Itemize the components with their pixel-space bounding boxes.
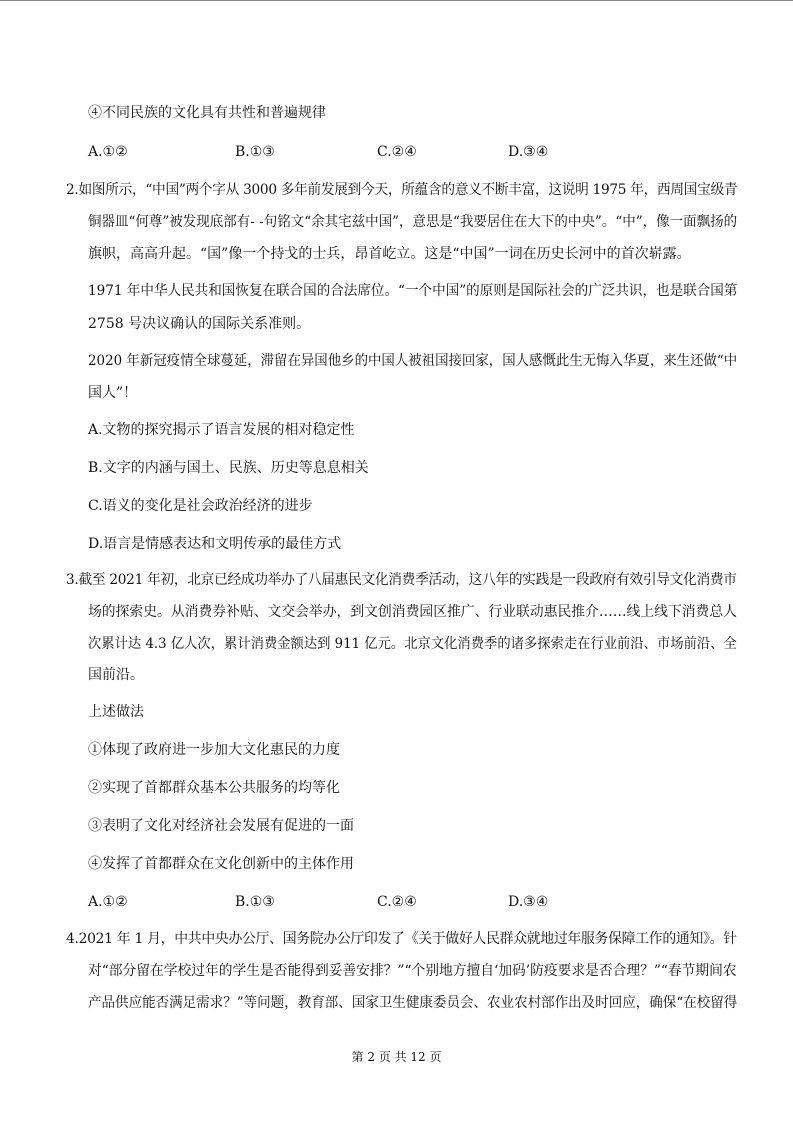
q3-statement-3: ③表明了文化对经济社会发展有促进的一面: [88, 818, 354, 834]
q2-line-5: 2758 号决议确认的国际关系准则。: [88, 316, 311, 332]
q1-option-a: A.①②: [88, 144, 128, 160]
q3-statement-4: ④发挥了首都群众在文化创新中的主体作用: [88, 856, 354, 872]
q4-line-2: 对“部分留在学校过年的学生是否能得到妥善安排？”“个别地方擅自‘加码’防疫要求是否合理？”“春节期间农: [88, 963, 737, 979]
q1-statement-4: ④不同民族的文化具有共性和普遍规律: [88, 105, 326, 121]
q2-line-1: 2.如图所示，“中国”两个字从 3000 多年前发展到今天，所蕴含的意义不断丰富，这说明 1975 年，西周国宝级青: [66, 182, 738, 198]
q1-options: [88, 141, 728, 163]
q4-line-3: 产品供应能否满足需求？”等问题，教育部、国家卫生健康委员会、农业农村部作出及时回应，确保“在校留得: [88, 995, 738, 1011]
q1-option-b: B.①③: [235, 144, 275, 160]
q2-line-6: 2020 年新冠疫情全球蔓延，滞留在异国他乡的中国人被祖国接回家，国人感慨此生无悔入华夏，来生还做“中: [88, 353, 738, 369]
q2-option-c: C.语义的变化是社会政治经济的进步: [88, 498, 313, 514]
q3-option-b: B.①③: [235, 894, 275, 910]
q2-option-d: D.语言是情感表达和文明传承的最佳方式: [88, 536, 342, 552]
q2-line-2: 铜器皿“何尊”被发现底部有- -句铭文“余其宅兹中国”，意思是“我要居住在大下的中央”。“中”，像一面飘扬的: [88, 214, 738, 230]
q2-line-7: 国人”！: [88, 385, 138, 401]
q2-line-3: 旗帜，高高升起。“国”像一个持戈的士兵，昂首屹立。这是“中国”一词在历史长河中的首次崭露。: [88, 246, 691, 262]
q3-option-d: D.③④: [508, 894, 549, 910]
q3-line-4: 国前沿。: [88, 667, 144, 683]
q3-options: [88, 891, 728, 913]
q3-option-c: C.②④: [377, 894, 417, 910]
q3-line-1: 3.截至 2021 年初，北京已经成功举办了八届惠民文化消费季活动，这八年的实践是一段政府有效引导文化消费市: [66, 572, 737, 588]
q3-statement-1: ①体现了政府进一步加大文化惠民的力度: [88, 742, 340, 758]
q3-line-3: 次累计达 4.3 亿人次，累计消费金额达到 911 亿元。北京文化消费季的诸多探索走在行业前沿、市场前沿、全: [88, 636, 737, 652]
q3-option-a: A.①②: [88, 894, 128, 910]
q2-option-b: B.文字的内涵与国土、民族、历史等息息相关: [88, 460, 369, 476]
q2-line-4: 1971 年中华人民共和国恢复在联合国的合法席位。“一个中国”的原则是国际社会的广泛共识，也是联合国第: [88, 283, 738, 299]
q3-statement-2: ②实现了首都群众基本公共服务的均等化: [88, 780, 340, 796]
q4-line-1: 4.2021 年 1 月，中共中央办公厅、国务院办公厅印发了《关于做好人民群众就地过年服务保障工作的通知》。针: [66, 931, 737, 947]
q2-option-a: A.文物的探究揭示了语言发展的相对稳定性: [88, 422, 355, 438]
page-footer: 第 2 页 共 12 页: [351, 1050, 442, 1064]
q1-option-c: C.②④: [377, 144, 417, 160]
q1-option-d: D.③④: [508, 144, 549, 160]
q3-prompt: 上述做法: [88, 704, 144, 720]
q3-line-2: 场的探索史。从消费券补贴、文交会举办，到文创消费园区推广、行业联动惠民推介……线上线下消费总人: [88, 604, 737, 620]
